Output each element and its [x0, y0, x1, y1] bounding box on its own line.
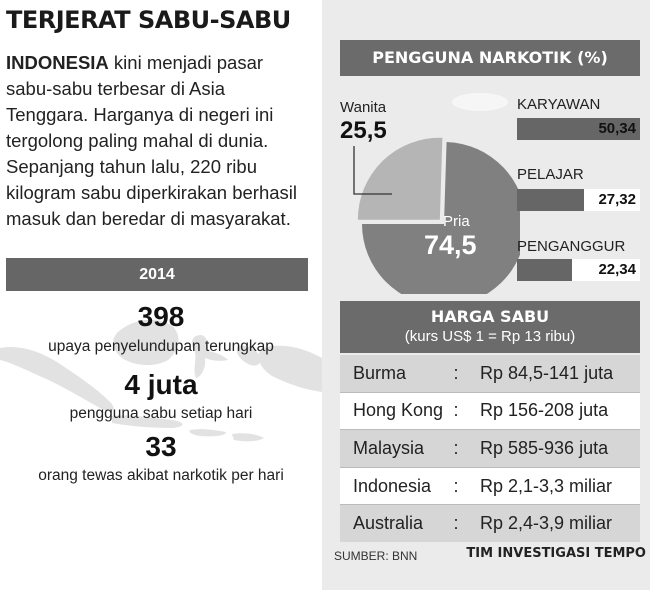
bar-label-karyawan: KARYAWAN [517, 96, 601, 113]
bar-row-pelajar [517, 189, 640, 211]
bar-penganggur [517, 259, 572, 281]
source-note: SUMBER: BNN [334, 549, 418, 563]
pie-slice-wanita [358, 138, 443, 220]
bar-label-pelajar: PELAJAR [517, 166, 584, 183]
colon: : [453, 437, 459, 458]
pie-label-wanita: Wanita [340, 99, 387, 116]
pie-label-pria: Pria [443, 213, 470, 230]
intro-paragraph [6, 50, 312, 232]
bar-value-karyawan: 50,34 [598, 120, 636, 137]
price-cell: Rp 585-936 juta [480, 437, 609, 458]
year-band: 2014 [6, 258, 308, 291]
table-row [340, 468, 640, 505]
price-table [340, 355, 640, 542]
price-cell: Rp 2,4-3,9 miliar [480, 513, 613, 534]
users-header: PENGGUNA NARKOTIK (%) [340, 40, 640, 76]
table-row [340, 355, 640, 392]
colon: : [453, 362, 459, 383]
country-cell: Malaysia [353, 437, 425, 458]
intro-lead: INDONESIA [6, 52, 109, 73]
country-cell: Indonesia [353, 475, 432, 496]
pie-value-wanita: 25,5 [340, 117, 387, 144]
price-cell: Rp 2,1-3,3 miliar [480, 475, 613, 496]
country-cell: Hong Kong [353, 400, 444, 421]
gender-pie-chart [340, 84, 520, 294]
table-row [340, 393, 640, 430]
colon: : [453, 475, 459, 496]
bar-row-penganggur [517, 259, 640, 281]
stat-deaths-value: 33 [145, 431, 177, 462]
stat-deaths-label: orang tewas akibat narkotik per hari [38, 467, 284, 484]
stat-smuggling-label: upaya penyelundupan terungkap [48, 338, 274, 355]
colon: : [453, 513, 459, 534]
powder-pile-icon [452, 93, 508, 111]
table-row [340, 430, 640, 467]
country-cell: Australia [353, 513, 424, 534]
price-cell: Rp 156-208 juta [480, 400, 609, 421]
price-header [340, 301, 640, 353]
bar-label-penganggur: PENGANGGUR [517, 238, 626, 255]
intro-text: kini menjadi pasar sabu-sabu terbesar di Asia Tenggara. Harganya di negeri ini tergolong paling mahal di dunia. Sepanjang tahun lalu, 220 ribu kilogram sabu diperkirakan berhasil masuk dan beredar di masyarakat. [6, 52, 298, 229]
bar-value-pelajar: 27,32 [598, 191, 636, 208]
stat-users-label: pengguna sabu setiap hari [69, 405, 253, 422]
colon: : [453, 400, 459, 421]
pie-value-pria: 74,5 [424, 230, 477, 260]
stat-users-value: 4 juta [124, 369, 198, 400]
bar-value-penganggur: 22,34 [598, 261, 636, 278]
price-title: HARGA SABU [430, 307, 550, 326]
table-row [340, 505, 640, 542]
credit-note: TIM INVESTIGASI TEMPO [466, 546, 646, 561]
country-cell: Burma [353, 362, 407, 383]
page-title: TERJERAT SABU-SABU [6, 6, 291, 34]
bar-row-karyawan [517, 118, 640, 140]
price-cell: Rp 84,5-141 juta [480, 362, 614, 383]
stat-smuggling-value: 398 [137, 301, 185, 332]
bar-pelajar [517, 189, 584, 211]
price-subtitle: (kurs US$ 1 = Rp 13 ribu) [404, 328, 576, 345]
